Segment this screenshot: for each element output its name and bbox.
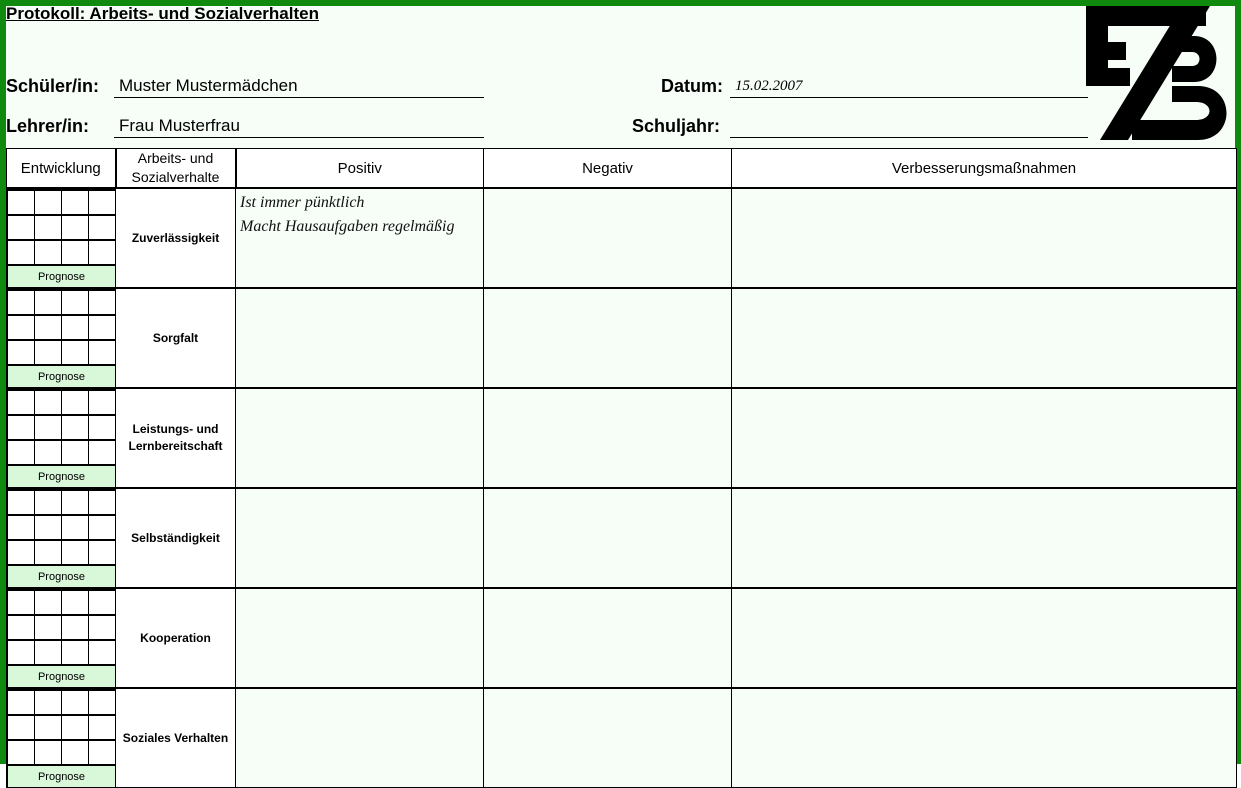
- rating-cell[interactable]: [61, 490, 88, 515]
- positive-cell[interactable]: [236, 688, 484, 788]
- criterion-label: Kooperation: [116, 588, 236, 688]
- table-row: [7, 388, 1237, 488]
- measures-cell[interactable]: [732, 188, 1237, 288]
- teacher-field[interactable]: Frau Musterfrau: [114, 116, 484, 138]
- rating-cell[interactable]: [34, 290, 61, 315]
- rating-cell[interactable]: [88, 715, 115, 740]
- column-header-negativ: Negativ: [484, 149, 732, 189]
- rating-cell[interactable]: [61, 215, 88, 240]
- rating-cell[interactable]: [88, 290, 115, 315]
- positive-cell[interactable]: [236, 288, 484, 388]
- rating-cell[interactable]: [34, 515, 61, 540]
- rating-cell[interactable]: [88, 540, 115, 565]
- rating-cell[interactable]: [34, 540, 61, 565]
- development-grid[interactable]: [7, 588, 116, 688]
- rating-cell[interactable]: [8, 340, 35, 365]
- rating-cell[interactable]: [88, 390, 115, 415]
- rating-cell[interactable]: [61, 590, 88, 615]
- assessment-rows: [7, 188, 1237, 788]
- rating-cell[interactable]: [61, 515, 88, 540]
- development-grid[interactable]: [7, 688, 116, 788]
- negative-cell[interactable]: [484, 488, 732, 588]
- assessment-table: [6, 148, 1237, 788]
- prognose-cell[interactable]: Prognose: [8, 365, 116, 387]
- rating-cell[interactable]: [88, 215, 115, 240]
- rating-cell[interactable]: [34, 315, 61, 340]
- rating-cell[interactable]: [88, 340, 115, 365]
- rating-cell[interactable]: [8, 315, 35, 340]
- positive-note: Macht Hausaufgaben regelmäßig: [240, 218, 455, 235]
- rating-cell[interactable]: [34, 690, 61, 715]
- prognose-cell[interactable]: Prognose: [8, 465, 116, 487]
- rating-cell[interactable]: [8, 415, 35, 440]
- rating-cell[interactable]: [88, 190, 115, 215]
- rating-cell[interactable]: [34, 490, 61, 515]
- rating-cell[interactable]: [8, 290, 35, 315]
- measures-cell[interactable]: [732, 388, 1237, 488]
- development-grid[interactable]: [7, 188, 116, 288]
- rating-cell[interactable]: [88, 240, 115, 265]
- rating-cell[interactable]: [34, 440, 61, 465]
- development-grid[interactable]: [7, 288, 116, 388]
- teacher-label: Lehrer/in:: [6, 116, 90, 136]
- rating-cell[interactable]: [34, 615, 61, 640]
- positive-cell[interactable]: [236, 188, 484, 288]
- table-row: [7, 288, 1237, 388]
- rating-cell[interactable]: [61, 715, 88, 740]
- rating-cell[interactable]: [61, 290, 88, 315]
- schoolyear-label: Schuljahr:: [632, 116, 721, 136]
- negative-cell[interactable]: [484, 188, 732, 288]
- negative-cell[interactable]: [484, 688, 732, 788]
- measures-cell[interactable]: [732, 288, 1237, 388]
- positive-note: Ist immer pünktlich: [240, 194, 365, 211]
- positive-cell[interactable]: [236, 488, 484, 588]
- rating-cell[interactable]: [8, 215, 35, 240]
- prognose-cell[interactable]: Prognose: [8, 765, 116, 787]
- rating-cell[interactable]: [61, 540, 88, 565]
- column-header-positiv: Positiv: [236, 149, 484, 189]
- table-row: [7, 688, 1237, 788]
- rating-cell[interactable]: [34, 415, 61, 440]
- rating-cell[interactable]: [61, 615, 88, 640]
- rating-cell[interactable]: [88, 415, 115, 440]
- rating-cell[interactable]: [8, 740, 35, 765]
- positive-cell[interactable]: [236, 588, 484, 688]
- rating-cell[interactable]: [88, 640, 115, 665]
- rating-cell[interactable]: [8, 440, 35, 465]
- criterion-label: Zuverlässigkeit: [116, 188, 236, 288]
- rating-cell[interactable]: [61, 440, 88, 465]
- rating-cell[interactable]: [8, 490, 35, 515]
- student-label: Schüler/in:: [6, 76, 100, 96]
- criterion-label: Sorgfalt: [116, 288, 236, 388]
- column-header-behavior: Arbeits- und Sozialverhalte: [116, 149, 236, 189]
- rating-cell[interactable]: [8, 390, 35, 415]
- rating-cell[interactable]: [34, 590, 61, 615]
- rating-cell[interactable]: [61, 390, 88, 415]
- rating-cell[interactable]: [61, 740, 88, 765]
- student-field[interactable]: Muster Mustermädchen: [114, 76, 484, 98]
- rating-cell[interactable]: [88, 440, 115, 465]
- development-grid[interactable]: [7, 488, 116, 588]
- negative-cell[interactable]: [484, 388, 732, 488]
- measures-cell[interactable]: [732, 588, 1237, 688]
- rating-cell[interactable]: [88, 615, 115, 640]
- rating-cell[interactable]: [61, 340, 88, 365]
- rating-cell[interactable]: [8, 515, 35, 540]
- rating-cell[interactable]: [8, 190, 35, 215]
- rating-cell[interactable]: [34, 240, 61, 265]
- rating-cell[interactable]: [34, 190, 61, 215]
- criterion-label: Selbständigkeit: [116, 488, 236, 588]
- date-field[interactable]: 15.02.2007: [730, 76, 1088, 98]
- document-title: Protokoll: Arbeits- und Sozialverhalten: [6, 4, 319, 23]
- rating-cell[interactable]: [34, 740, 61, 765]
- rating-cell[interactable]: [61, 690, 88, 715]
- rating-cell[interactable]: [61, 240, 88, 265]
- table-row: [7, 188, 1237, 288]
- column-header-entwicklung: Entwicklung: [7, 149, 116, 189]
- positive-cell[interactable]: [236, 388, 484, 488]
- rating-cell[interactable]: [8, 715, 35, 740]
- rating-cell[interactable]: [61, 640, 88, 665]
- rating-cell[interactable]: [8, 615, 35, 640]
- rating-cell[interactable]: [8, 240, 35, 265]
- rating-cell[interactable]: [61, 315, 88, 340]
- criterion-label: Soziales Verhalten: [116, 688, 236, 788]
- measures-cell[interactable]: [732, 488, 1237, 588]
- rating-cell[interactable]: [61, 190, 88, 215]
- rating-cell[interactable]: [88, 690, 115, 715]
- rating-cell[interactable]: [34, 640, 61, 665]
- rating-cell[interactable]: [88, 315, 115, 340]
- rating-cell[interactable]: [61, 415, 88, 440]
- negative-cell[interactable]: [484, 288, 732, 388]
- schoolyear-field[interactable]: [730, 116, 1088, 138]
- prognose-cell[interactable]: Prognose: [8, 665, 116, 687]
- rating-cell[interactable]: [34, 340, 61, 365]
- prognose-cell[interactable]: Prognose: [8, 265, 116, 287]
- rating-cell[interactable]: [88, 590, 115, 615]
- rating-cell[interactable]: [88, 515, 115, 540]
- ezb-logo: [1086, 6, 1235, 140]
- rating-cell[interactable]: [34, 715, 61, 740]
- table-row: [7, 488, 1237, 588]
- rating-cell[interactable]: [88, 740, 115, 765]
- rating-cell[interactable]: [88, 490, 115, 515]
- rating-cell[interactable]: [34, 390, 61, 415]
- rating-cell[interactable]: [8, 540, 35, 565]
- table-row: [7, 588, 1237, 688]
- criterion-label: Leistungs- und Lernbereitschaft: [116, 388, 236, 488]
- negative-cell[interactable]: [484, 588, 732, 688]
- measures-cell[interactable]: [732, 688, 1237, 788]
- rating-cell[interactable]: [8, 590, 35, 615]
- rating-cell[interactable]: [34, 215, 61, 240]
- column-header-measures: Verbesserungsmaßnahmen: [732, 149, 1237, 189]
- date-label: Datum:: [661, 76, 723, 96]
- rating-cell[interactable]: [8, 640, 35, 665]
- prognose-cell[interactable]: Prognose: [8, 565, 116, 587]
- development-grid[interactable]: [7, 388, 116, 488]
- rating-cell[interactable]: [8, 690, 35, 715]
